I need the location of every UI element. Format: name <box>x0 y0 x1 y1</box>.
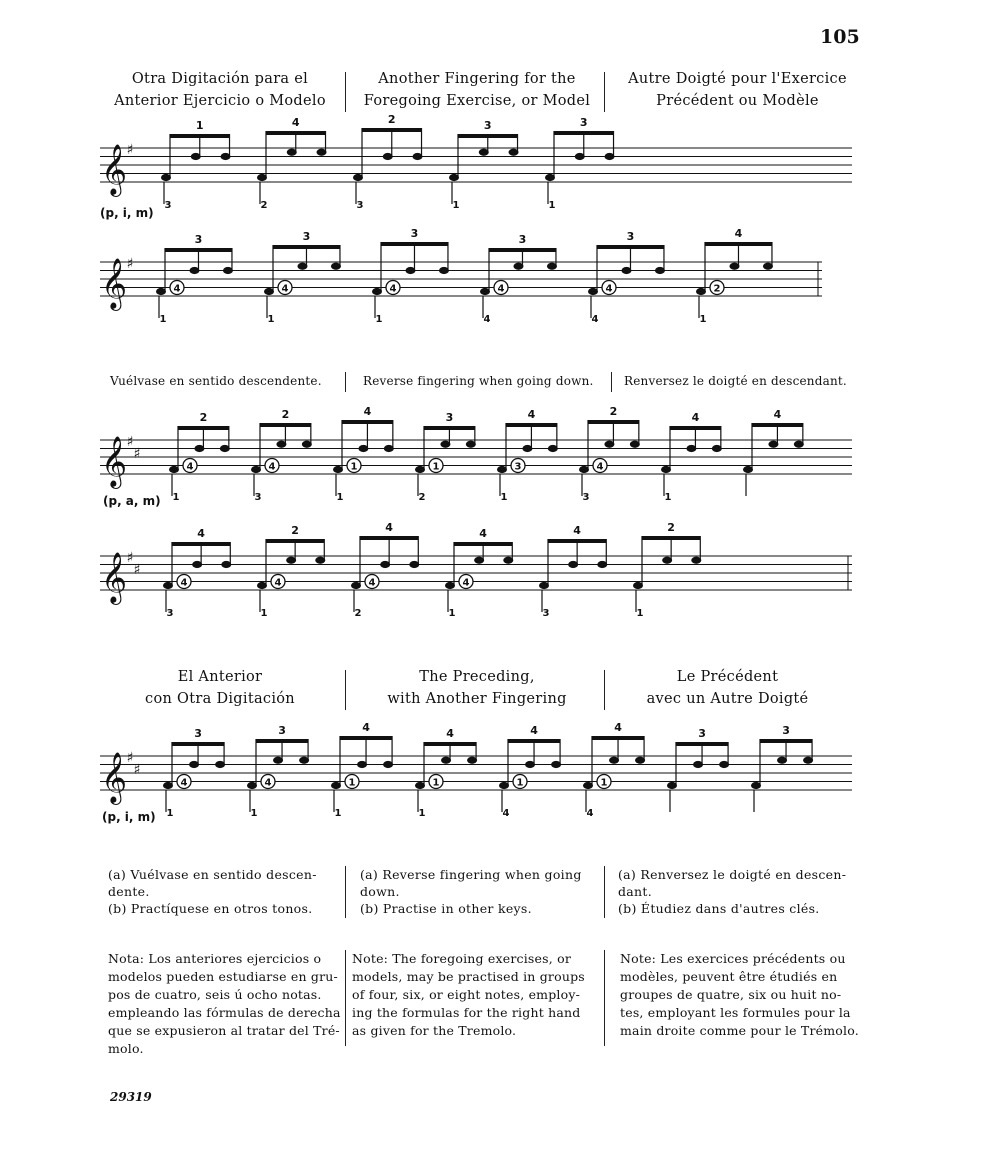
finger-number: 4 <box>586 808 594 819</box>
note-head <box>302 441 312 448</box>
key-sharp: ♯ <box>126 550 134 566</box>
right-hand-fingering: (p, i, m) <box>102 810 156 824</box>
note-line: Note: Les exercices précédents ou <box>620 951 846 966</box>
footnote-line: (b) Étudiez dans d'autres clés. <box>618 901 820 916</box>
finger-number: 3 <box>518 233 527 246</box>
string-number: 4 <box>180 777 188 789</box>
note-line: pos de cuatro, seis ú ocho notas. <box>108 987 322 1002</box>
finger-number: 4 <box>773 408 782 421</box>
footnote-line: (a) Renversez le doigté en descen- <box>618 867 847 882</box>
plate-number: 29319 <box>110 1090 152 1104</box>
note-head <box>604 441 614 448</box>
note-head <box>215 761 225 768</box>
finger-number: 1 <box>166 808 174 819</box>
finger-number: 1 <box>418 808 426 819</box>
string-number: 4 <box>180 577 188 589</box>
treble-clef: 𝄞 <box>100 752 128 803</box>
header-line: avec un Autre Doigté <box>646 691 809 707</box>
note-head <box>331 782 341 789</box>
string-number: 4 <box>173 283 181 295</box>
note-line: main droite comme pour le Trémolo. <box>620 1023 859 1038</box>
note-head <box>633 582 643 589</box>
finger-number: 2 <box>609 405 618 418</box>
note-head <box>609 757 619 764</box>
note-line: Note: The foregoing exercises, or <box>352 951 571 966</box>
note-head <box>413 153 423 160</box>
note-head <box>503 557 513 564</box>
header-line: Le Précédent <box>676 669 779 685</box>
header-line: The Preceding, <box>419 669 535 685</box>
finger-number: 1 <box>452 200 460 211</box>
finger-number: 1 <box>664 492 672 503</box>
page-number: 105 <box>820 26 860 48</box>
note-head <box>449 174 459 181</box>
note-head <box>221 561 231 568</box>
string-number: 4 <box>264 777 272 789</box>
note-line: tes, employant les formules pour la <box>620 1005 851 1020</box>
key-sharp: ♯ <box>133 762 141 778</box>
finger-number: 4 <box>197 527 205 540</box>
header-line: Anterior Ejercicio o Modelo <box>114 93 326 109</box>
note-head <box>409 561 419 568</box>
note-head <box>299 757 309 764</box>
note-head <box>257 174 267 181</box>
finger-number: 1 <box>500 492 508 503</box>
header-line: con Otra Digitación <box>145 691 295 707</box>
finger-number: 3 <box>278 724 286 737</box>
note-head <box>351 582 361 589</box>
finger-number: 1 <box>336 492 344 503</box>
note-head <box>545 174 555 181</box>
note-head <box>440 441 450 448</box>
note-head <box>221 153 231 160</box>
note-head <box>317 149 327 156</box>
treble-clef: 𝄞 <box>100 144 128 195</box>
finger-number: 3 <box>626 230 635 243</box>
finger-number: 4 <box>530 724 538 737</box>
finger-number: 1 <box>375 314 383 325</box>
header-line: Another Fingering for the <box>378 71 576 87</box>
note-line: que se expusieron al tratar del Tré- <box>108 1023 340 1038</box>
note-head <box>547 263 557 270</box>
treble-clef: 𝄞 <box>100 258 128 309</box>
note-head <box>333 466 343 473</box>
key-sharp: ♯ <box>126 434 134 450</box>
finger-number: 1 <box>250 808 258 819</box>
string-number: 4 <box>186 461 194 473</box>
note-head <box>331 263 341 270</box>
finger-number: 3 <box>542 608 550 619</box>
note-head <box>655 267 665 274</box>
note-head <box>539 582 549 589</box>
string-number: 1 <box>516 777 524 789</box>
note-line: groupes de quatre, six ou huit no- <box>620 987 842 1002</box>
note-line: molo. <box>108 1041 144 1056</box>
note-head <box>522 445 532 452</box>
note-line: of four, six, or eight notes, employ- <box>352 987 581 1002</box>
note-head <box>358 445 368 452</box>
footnote-line: (b) Practise in other keys. <box>360 901 532 916</box>
note-head <box>220 445 230 452</box>
note-line: Nota: Los anteriores ejercicios o <box>108 951 322 966</box>
note-head <box>474 557 484 564</box>
string-number: 4 <box>281 283 289 295</box>
note-head <box>189 761 199 768</box>
note-head <box>466 441 476 448</box>
finger-number: 2 <box>281 408 290 421</box>
note-head <box>621 267 631 274</box>
note-head <box>751 782 761 789</box>
note-head <box>192 561 202 568</box>
treble-clef: 𝄞 <box>100 552 128 603</box>
note-head <box>768 441 778 448</box>
finger-number: 4 <box>385 521 393 534</box>
string-number: 2 <box>713 283 721 295</box>
note-head <box>712 445 722 452</box>
string-number: 4 <box>368 577 376 589</box>
header-line: Autre Doigté pour l'Exercice <box>628 71 847 87</box>
finger-number: 2 <box>291 524 299 537</box>
note-head <box>575 153 585 160</box>
note-line: models, may be practised in groups <box>352 969 585 984</box>
string-number: 3 <box>514 461 522 473</box>
finger-number: 3 <box>410 227 419 240</box>
finger-number: 1 <box>699 314 707 325</box>
note-head <box>497 466 507 473</box>
finger-number: 2 <box>667 521 675 534</box>
header-line: El Anterior <box>177 669 263 685</box>
finger-number: 4 <box>363 405 372 418</box>
finger-number: 4 <box>527 408 536 421</box>
finger-number: 1 <box>172 492 180 503</box>
footnote-line: dente. <box>108 884 150 899</box>
note-head <box>548 445 558 452</box>
note-head <box>163 782 173 789</box>
note-head <box>353 174 363 181</box>
note-head <box>297 263 307 270</box>
note-head <box>189 267 199 274</box>
key-sharp: ♯ <box>133 562 141 578</box>
note-head <box>763 263 773 270</box>
string-number: 1 <box>350 461 358 473</box>
note-head <box>693 761 703 768</box>
finger-number: 4 <box>573 524 581 537</box>
note-head <box>588 288 598 295</box>
string-number: 4 <box>497 283 505 295</box>
note-head <box>583 782 593 789</box>
footnote-line: (a) Reverse fingering when going <box>360 867 582 882</box>
note-head <box>513 263 523 270</box>
string-number: 4 <box>596 461 604 473</box>
finger-number: 3 <box>698 727 706 740</box>
finger-number: 2 <box>260 200 268 211</box>
note-head <box>223 267 233 274</box>
finger-number: 3 <box>483 119 492 132</box>
note-head <box>743 466 753 473</box>
right-hand-fingering: (p, a, m) <box>103 494 161 508</box>
note-head <box>445 582 455 589</box>
finger-number: 1 <box>159 314 167 325</box>
header-spanish-2: Vuélvase en sentido descendente. <box>110 374 322 388</box>
finger-number: 3 <box>166 608 174 619</box>
string-number: 1 <box>432 461 440 473</box>
key-sharp: ♯ <box>126 142 134 158</box>
note-head <box>276 441 286 448</box>
note-head <box>480 288 490 295</box>
finger-number: 2 <box>354 608 362 619</box>
note-head <box>551 761 561 768</box>
note-head <box>662 557 672 564</box>
note-head <box>719 761 729 768</box>
finger-number: 4 <box>691 411 700 424</box>
finger-number: 1 <box>636 608 644 619</box>
string-number: 4 <box>389 283 397 295</box>
finger-number: 2 <box>418 492 426 503</box>
header-english-2: Reverse fingering when going down. <box>363 374 594 388</box>
note-head <box>691 557 701 564</box>
note-head <box>161 174 171 181</box>
note-head <box>509 149 519 156</box>
finger-number: 1 <box>548 200 556 211</box>
finger-number: 3 <box>582 492 590 503</box>
finger-number: 2 <box>199 411 208 424</box>
right-hand-fingering: (p, i, m) <box>100 206 154 220</box>
note-head <box>251 466 261 473</box>
note-head <box>803 757 813 764</box>
string-number: 4 <box>268 461 276 473</box>
finger-number: 4 <box>362 721 370 734</box>
note-head <box>380 561 390 568</box>
note-head <box>467 757 477 764</box>
footnote-line: down. <box>360 884 400 899</box>
finger-number: 3 <box>445 411 454 424</box>
finger-number: 1 <box>448 608 456 619</box>
finger-number: 4 <box>483 314 491 325</box>
string-number: 1 <box>348 777 356 789</box>
note-head <box>661 466 671 473</box>
finger-number: 4 <box>479 527 487 540</box>
note-head <box>315 557 325 564</box>
note-line: as given for the Tremolo. <box>352 1023 517 1038</box>
note-head <box>605 153 615 160</box>
string-number: 4 <box>274 577 282 589</box>
note-line: modèles, peuvent être étudiés en <box>620 969 838 984</box>
header-french-2: Renversez le doigté en descendant. <box>624 374 847 388</box>
note-head <box>163 582 173 589</box>
finger-number: 4 <box>591 314 599 325</box>
key-sharp: ♯ <box>126 256 134 272</box>
note-head <box>247 782 257 789</box>
header-line: Précédent ou Modèle <box>656 93 819 109</box>
footnote-line: (a) Vuélvase en sentido descen- <box>108 867 317 882</box>
note-head <box>499 782 509 789</box>
note-head <box>415 782 425 789</box>
note-head <box>191 153 201 160</box>
note-head <box>383 153 393 160</box>
note-head <box>686 445 696 452</box>
note-head <box>169 466 179 473</box>
note-head <box>372 288 382 295</box>
finger-number: 3 <box>302 230 311 243</box>
finger-number: 1 <box>260 608 268 619</box>
finger-number: 3 <box>254 492 262 503</box>
header-line: Foregoing Exercise, or Model <box>363 93 591 109</box>
finger-number: 4 <box>502 808 510 819</box>
finger-number: 2 <box>387 113 396 126</box>
string-number: 1 <box>600 777 608 789</box>
note-head <box>439 267 449 274</box>
finger-number: 4 <box>446 727 454 740</box>
note-head <box>729 263 739 270</box>
note-head <box>383 761 393 768</box>
finger-number: 3 <box>164 200 172 211</box>
key-sharp: ♯ <box>126 750 134 766</box>
note-head <box>264 288 274 295</box>
string-number: 4 <box>605 283 613 295</box>
note-head <box>357 761 367 768</box>
finger-number: 1 <box>195 119 204 132</box>
footnote-line: dant. <box>618 884 653 899</box>
key-sharp: ♯ <box>133 446 141 462</box>
note-line: empleando las fórmulas de derecha <box>108 1005 341 1020</box>
note-head <box>794 441 804 448</box>
treble-clef: 𝄞 <box>100 436 128 487</box>
finger-number: 3 <box>356 200 364 211</box>
note-head <box>273 757 283 764</box>
note-head <box>405 267 415 274</box>
note-head <box>286 557 296 564</box>
finger-number: 3 <box>194 727 202 740</box>
note-head <box>441 757 451 764</box>
note-head <box>479 149 489 156</box>
finger-number: 1 <box>267 314 275 325</box>
note-head <box>384 445 394 452</box>
note-head <box>287 149 297 156</box>
finger-number: 3 <box>194 233 203 246</box>
note-line: ing the formulas for the right hand <box>352 1005 581 1020</box>
note-head <box>667 782 677 789</box>
note-head <box>597 561 607 568</box>
note-head <box>635 757 645 764</box>
note-line: modelos pueden estudiarse en gru- <box>108 969 338 984</box>
note-head <box>579 466 589 473</box>
note-head <box>415 466 425 473</box>
string-number: 4 <box>462 577 470 589</box>
finger-number: 4 <box>291 116 300 129</box>
note-head <box>525 761 535 768</box>
finger-number: 3 <box>579 116 588 129</box>
finger-number: 1 <box>334 808 342 819</box>
note-head <box>630 441 640 448</box>
finger-number: 4 <box>614 721 622 734</box>
note-head <box>156 288 166 295</box>
note-head <box>777 757 787 764</box>
note-head <box>257 582 267 589</box>
finger-number: 3 <box>782 724 790 737</box>
footnote-line: (b) Practíquese en otros tonos. <box>108 901 313 916</box>
finger-number: 4 <box>734 227 743 240</box>
note-head <box>696 288 706 295</box>
string-number: 1 <box>432 777 440 789</box>
note-head <box>568 561 578 568</box>
note-head <box>194 445 204 452</box>
header-line: Otra Digitación para el <box>131 71 309 87</box>
header-line: with Another Fingering <box>387 691 567 707</box>
